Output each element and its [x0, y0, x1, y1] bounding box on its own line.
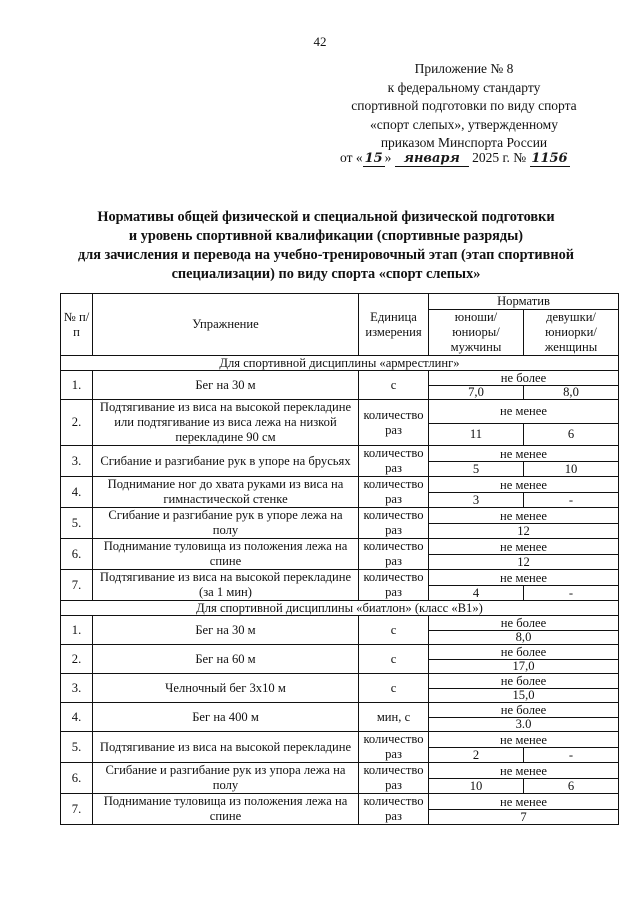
- date-month-handwritten: января: [395, 151, 469, 167]
- unit-cell: с: [359, 645, 429, 674]
- header-boys: юноши/ юниоры/ мужчины: [429, 310, 524, 356]
- section-title: Для спортивной дисциплины «армрестлинг»: [61, 356, 619, 371]
- unit-cell: количество раз: [359, 477, 429, 508]
- exercise-name: Поднимание туловища из положения лежа на спине: [93, 794, 359, 825]
- norm-boys: 4: [429, 586, 524, 601]
- date-year: 2025 г. №: [472, 150, 527, 165]
- norm-value: 3.0: [429, 718, 619, 732]
- norm-label: не менее: [429, 763, 619, 779]
- row-number: 6.: [61, 539, 93, 570]
- title-line: и уровень спортивной квалификации (спортивные разряды): [128, 228, 524, 244]
- table-row: [61, 794, 619, 810]
- unit-cell: с: [359, 616, 429, 645]
- appendix-line: к федеральному стандарту: [387, 79, 541, 95]
- norm-label: не менее: [429, 400, 619, 424]
- title-line: для зачисления и перевода на учебно-тренировочный этап (этап спортивной: [77, 247, 575, 263]
- row-number: 4.: [61, 703, 93, 732]
- norm-boys: 3: [429, 493, 524, 508]
- row-number: 1.: [61, 371, 93, 400]
- norm-value: 15,0: [429, 689, 619, 703]
- norm-label: не менее: [429, 539, 619, 555]
- norm-girls: 10: [524, 462, 619, 477]
- unit-cell: количество раз: [359, 570, 429, 601]
- norm-boys: 11: [429, 423, 524, 445]
- document-title: [40, 208, 612, 284]
- table-row: [61, 371, 619, 386]
- exercise-name: Бег на 30 м: [93, 371, 359, 400]
- norm-label: не более: [429, 371, 619, 386]
- table-row: [61, 732, 619, 748]
- table-row: [61, 508, 619, 524]
- header-unit: Единица измерения: [359, 294, 429, 356]
- norm-label: не менее: [429, 477, 619, 493]
- row-number: 2.: [61, 400, 93, 446]
- unit-cell: с: [359, 674, 429, 703]
- exercise-name: Поднимание туловища из положения лежа на спине: [93, 539, 359, 570]
- norm-label: не более: [429, 645, 619, 660]
- row-number: 5.: [61, 732, 93, 763]
- norm-girls: 6: [524, 779, 619, 794]
- exercise-name: Подтягивание из виса на высокой перекладине: [93, 732, 359, 763]
- appendix-line: «спорт слепых», утвержденному: [370, 116, 558, 132]
- exercise-name: Сгибание и разгибание рук в упоре на брусьях: [93, 446, 359, 477]
- exercise-name: Бег на 30 м: [93, 616, 359, 645]
- row-number: 6.: [61, 763, 93, 794]
- exercise-name: Подтягивание из виса на высокой перекладине (за 1 мин): [93, 570, 359, 601]
- norm-label: не менее: [429, 732, 619, 748]
- table-row: [61, 763, 619, 779]
- unit-cell: количество раз: [359, 732, 429, 763]
- date-day-handwritten: 15: [364, 151, 383, 166]
- date-mid: »: [384, 150, 392, 165]
- section-row: [61, 601, 619, 616]
- exercise-name: Сгибание и разгибание рук в упоре лежа на полу: [93, 508, 359, 539]
- unit-cell: количество раз: [359, 763, 429, 794]
- norm-boys: 10: [429, 779, 524, 794]
- norms-table: [60, 293, 619, 825]
- title-line: специализации) по виду спорта «спорт слепых»: [171, 266, 481, 282]
- row-number: 7.: [61, 794, 93, 825]
- row-number: 5.: [61, 508, 93, 539]
- order-date-line: [340, 150, 610, 167]
- title-line: Нормативы общей физической и специальной физической подготовки: [97, 209, 555, 225]
- table-row: [61, 570, 619, 586]
- exercise-name: Челночный бег 3х10 м: [93, 674, 359, 703]
- unit-cell: количество раз: [359, 400, 429, 446]
- norm-boys: 7,0: [429, 386, 524, 400]
- appendix-line: спортивной подготовки по виду спорта: [351, 98, 577, 113]
- norm-girls: 6: [524, 423, 619, 445]
- norm-value: 17,0: [429, 660, 619, 674]
- section-title: Для спортивной дисциплины «биатлон» (класс «B1»): [61, 601, 619, 616]
- norm-label: не более: [429, 703, 619, 718]
- table-row: [61, 674, 619, 689]
- row-number: 1.: [61, 616, 93, 645]
- row-number: 2.: [61, 645, 93, 674]
- row-number: 7.: [61, 570, 93, 601]
- table-row: [61, 446, 619, 462]
- exercise-name: Сгибание и разгибание рук из упора лежа на полу: [93, 763, 359, 794]
- appendix-line: Приложение № 8: [414, 61, 514, 76]
- norm-girls: -: [524, 748, 619, 763]
- section-row: [61, 356, 619, 371]
- norm-boys: 5: [429, 462, 524, 477]
- unit-cell: количество раз: [359, 539, 429, 570]
- table-row: [61, 616, 619, 631]
- norm-label: не менее: [429, 794, 619, 810]
- page-number: 42: [313, 34, 327, 49]
- row-number: 3.: [61, 446, 93, 477]
- order-number-handwritten: 1156: [531, 151, 568, 166]
- row-number: 3.: [61, 674, 93, 703]
- exercise-name: Бег на 60 м: [93, 645, 359, 674]
- norm-girls: 8,0: [524, 386, 619, 400]
- unit-cell: количество раз: [359, 794, 429, 825]
- norm-label: не более: [429, 616, 619, 631]
- norm-girls: -: [524, 586, 619, 601]
- unit-cell: с: [359, 371, 429, 400]
- unit-cell: мин, с: [359, 703, 429, 732]
- norm-boys: 2: [429, 748, 524, 763]
- table-row: [61, 703, 619, 718]
- date-prefix: от «: [340, 150, 363, 165]
- exercise-name: Бег на 400 м: [93, 703, 359, 732]
- table-row: [61, 400, 619, 424]
- header-exercise: Упражнение: [93, 294, 359, 356]
- header-norm: Норматив: [429, 294, 619, 310]
- appendix-block: [330, 60, 598, 153]
- unit-cell: количество раз: [359, 446, 429, 477]
- row-number: 4.: [61, 477, 93, 508]
- norm-value: 12: [429, 555, 619, 570]
- exercise-name: Поднимание ног до хвата руками из виса на гимнастической стенке: [93, 477, 359, 508]
- exercise-name: Подтягивание из виса на высокой перекладине или подтягивание из виса лежа на низкой перекладине 90 см: [93, 400, 359, 446]
- table-row: [61, 645, 619, 660]
- norm-label: не более: [429, 674, 619, 689]
- unit-cell: количество раз: [359, 508, 429, 539]
- norm-value: 8,0: [429, 631, 619, 645]
- norm-label: не менее: [429, 446, 619, 462]
- appendix-line: приказом Минспорта России: [380, 135, 548, 150]
- norm-girls: -: [524, 493, 619, 508]
- header-girls: девушки/ юниорки/ женщины: [524, 310, 619, 356]
- norm-label: не менее: [429, 508, 619, 524]
- norm-label: не менее: [429, 570, 619, 586]
- table-row: [61, 477, 619, 493]
- norm-value: 12: [429, 524, 619, 539]
- norm-value: 7: [429, 810, 619, 825]
- table-row: [61, 539, 619, 555]
- header-num: № п/п: [61, 294, 93, 356]
